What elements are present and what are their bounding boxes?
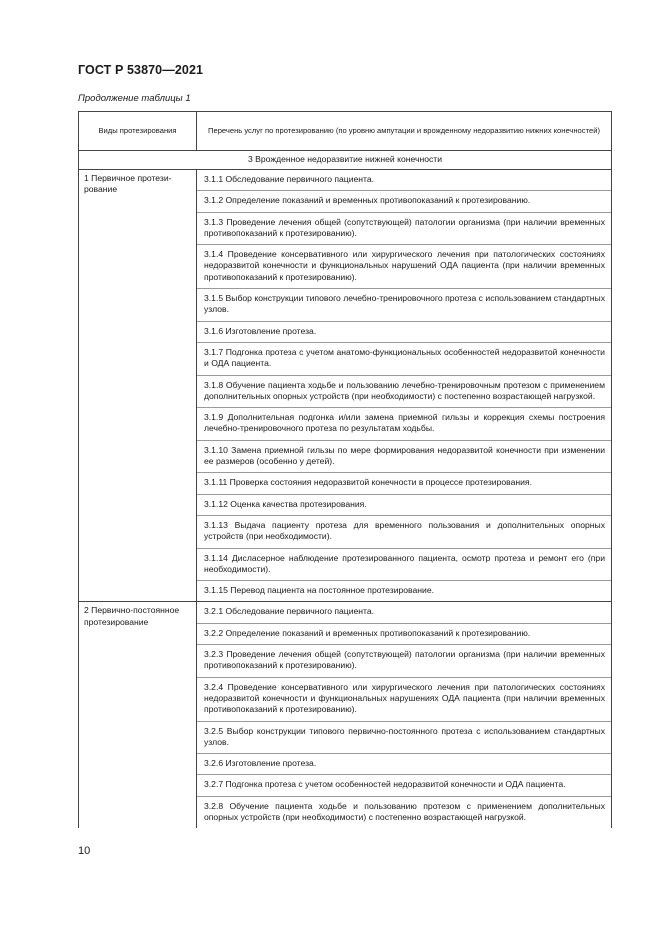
service-item: 3.1.15 Перевод пациента на постоянное протезирование. [204, 585, 435, 596]
service-item: 3.2.7 Подгонка протеза с учетом особенностей недоразвитой конечности и ОДА пациента. [197, 775, 611, 796]
kind-primary-permanent: 2 Первично-постоянное протезирование [79, 602, 197, 828]
service-item: 3.1.13 Выдача пациенту протеза для временного пользования и дополнительных опорных устройств (при необходимости). [197, 516, 611, 549]
service-item: 3.2.5 Выбор конструкции типового первично-постоянного протеза с использованием стандартных узлов. [197, 722, 611, 755]
service-item: 3.1.1 Обследование первичного пациента. [197, 170, 611, 191]
column-header-services: Перечень услуг по протезированию (по уровню ампутации и врожденному недоразвитию нижних конечностей) [197, 112, 612, 151]
service-item: 3.1.4 Проведение консервативного или хирургического лечения при патологических состояниях недоразвитой конечности и функциональных нарушений ОДА пациента (при наличии временных противопоказаний к протезированию). [197, 245, 611, 289]
services-cell [197, 170, 612, 602]
service-item: 3.1.6 Изготовление протеза. [197, 322, 611, 343]
service-item: 3.1.12 Оценка качества протезирования. [197, 495, 611, 516]
table-header-row [79, 112, 612, 151]
services-cell [197, 602, 612, 828]
service-item: 3.1.8 Обучение пациента ходьбе и пользованию лечебно-тренировочным протезом с применением дополнительных опорных устройств (при необходимости) с постепенно возрастающей нагрузкой. [197, 376, 611, 409]
service-item: 3.1.5 Выбор конструкции типового лечебно-тренировочного протеза с использованием стандартных узлов. [197, 289, 611, 322]
service-item: 3.1.3 Проведение лечения общей (сопутствующей) патологии организма (при наличии временных противопоказаний к протезированию). [197, 213, 611, 246]
services-table [78, 111, 612, 828]
service-item: 3.1.11 Проверка состояния недоразвитой конечности в процессе протезирования. [197, 473, 611, 494]
standard-title: ГОСТ Р 53870—2021 [78, 63, 204, 77]
service-item: 3.2.3 Проведение лечения общей (сопутствующей) патологии организма (при наличии временных противопоказаний к протезированию). [197, 645, 611, 678]
section-row [79, 151, 612, 170]
service-item: 3.2.4 Проведение консервативного или хирургического лечения при патологических состояниях недоразвитой конечности и функциональных нарушениях ОДА пациента (при наличии временных противопоказаний к протезированию). [197, 678, 611, 722]
service-item: 3.1.10 Замена приемной гильзы по мере формирования недоразвитой конечности при изменении ее размеров (особенно у детей). [197, 441, 611, 474]
kind-primary: 1 Первичное протези-рование [79, 170, 197, 602]
service-item: 3.1.14 Дисласерное наблюдение протезированного пациента, осмотр протеза и ремонт его (при необходимости). [197, 549, 611, 582]
table-row [79, 170, 612, 602]
service-item: 3.1.7 Подгонка протеза с учетом анатомо-функциональных особенностей недоразвитой конечности и ОДА пациента. [197, 343, 611, 376]
section-title: 3 Врожденное недоразвитие нижней конечности [79, 151, 612, 170]
table-row [79, 602, 612, 828]
service-item: 3.1.2 Определение показаний и временных противопоказаний к протезированию. [197, 191, 611, 212]
page-number: 10 [78, 845, 91, 857]
service-item: 3.2.6 Изготовление протеза. [197, 754, 611, 775]
service-item: 3.2.2 Определение показаний и временных противопоказаний к протезированию. [197, 624, 611, 645]
service-item: 3.2.8 Обучение пациента ходьбе и пользованию протезом с применением дополнительных опорных устройств (при необходимости) с постепенно возрастающей нагрузкой. [204, 800, 605, 822]
service-item: 3.1.9 Дополнительная подгонка и/или замена приемной гильзы и коррекция схемы построения лечебно-тренировочного протеза по результатам ходьбы. [197, 408, 611, 441]
table-continuation-caption: Продолжение таблицы 1 [78, 93, 191, 104]
service-item: 3.2.1 Обследование первичного пациента. [197, 602, 611, 623]
column-header-kind: Виды протезирования [79, 112, 197, 151]
